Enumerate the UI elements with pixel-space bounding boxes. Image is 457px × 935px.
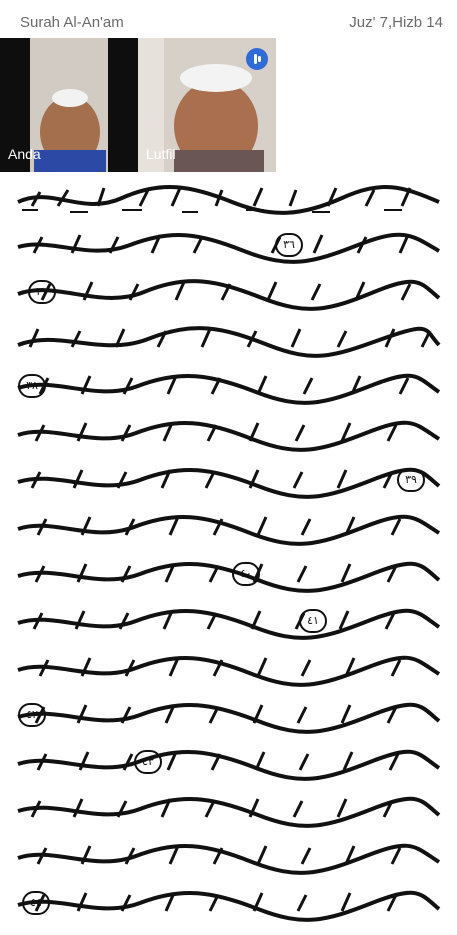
ayah-number-marker: ٤١ xyxy=(299,609,327,633)
arabic-text-line xyxy=(12,646,445,690)
participant-name-lutfil: Lutfil xyxy=(146,146,176,162)
participant-tile-self[interactable] xyxy=(0,38,138,172)
participant-tile-lutfil[interactable] xyxy=(138,38,276,172)
quran-line xyxy=(12,740,445,784)
quran-line xyxy=(12,599,445,643)
arabic-text-line xyxy=(12,505,445,549)
quran-line xyxy=(12,646,445,690)
arabic-text-line xyxy=(12,834,445,878)
arabic-text-line xyxy=(12,317,445,361)
quran-line xyxy=(12,787,445,831)
quran-line xyxy=(12,317,445,361)
quran-line xyxy=(12,458,445,502)
quran-line xyxy=(12,834,445,878)
arabic-text-line xyxy=(12,270,445,314)
ayah-number-marker: ٤٤ xyxy=(22,891,50,915)
arabic-text-line xyxy=(12,223,445,267)
surah-title: Surah Al-An'am xyxy=(20,14,124,31)
arabic-text-line xyxy=(12,787,445,831)
ayah-number-marker: ٣٨ xyxy=(18,374,46,398)
quran-line xyxy=(12,411,445,455)
ayah-number-marker: ٣٩ xyxy=(397,468,425,492)
quran-line xyxy=(12,270,445,314)
juz-hizb-indicator: Juz' 7,Hizb 14 xyxy=(349,14,443,31)
quran-page xyxy=(0,176,457,935)
arabic-text-line xyxy=(12,693,445,737)
quran-line xyxy=(12,505,445,549)
arabic-text-line xyxy=(12,552,445,596)
ayah-number-marker: ٣٦ xyxy=(275,233,303,257)
arabic-text-line xyxy=(12,599,445,643)
ayah-number-marker: ٤٠ xyxy=(232,562,260,586)
quran-line xyxy=(12,693,445,737)
arabic-text-line xyxy=(12,364,445,408)
quran-line xyxy=(12,552,445,596)
arabic-text-line xyxy=(12,881,445,925)
speaking-indicator-icon xyxy=(246,48,268,70)
ayah-number-marker: ٣٧ xyxy=(28,280,56,304)
arabic-text-line xyxy=(12,458,445,502)
arabic-text-line xyxy=(12,411,445,455)
video-call-panel[interactable] xyxy=(0,38,276,172)
ayah-number-marker: ٤٣ xyxy=(134,750,162,774)
participant-name-self: Anda xyxy=(8,146,41,162)
ayah-number-marker: ٤٢ xyxy=(18,703,46,727)
reading-header xyxy=(0,0,457,38)
quran-line xyxy=(12,881,445,925)
quran-line xyxy=(12,364,445,408)
arabic-text-line xyxy=(12,740,445,784)
quran-line xyxy=(12,176,445,220)
quran-line xyxy=(12,223,445,267)
arabic-text-line xyxy=(12,176,445,220)
